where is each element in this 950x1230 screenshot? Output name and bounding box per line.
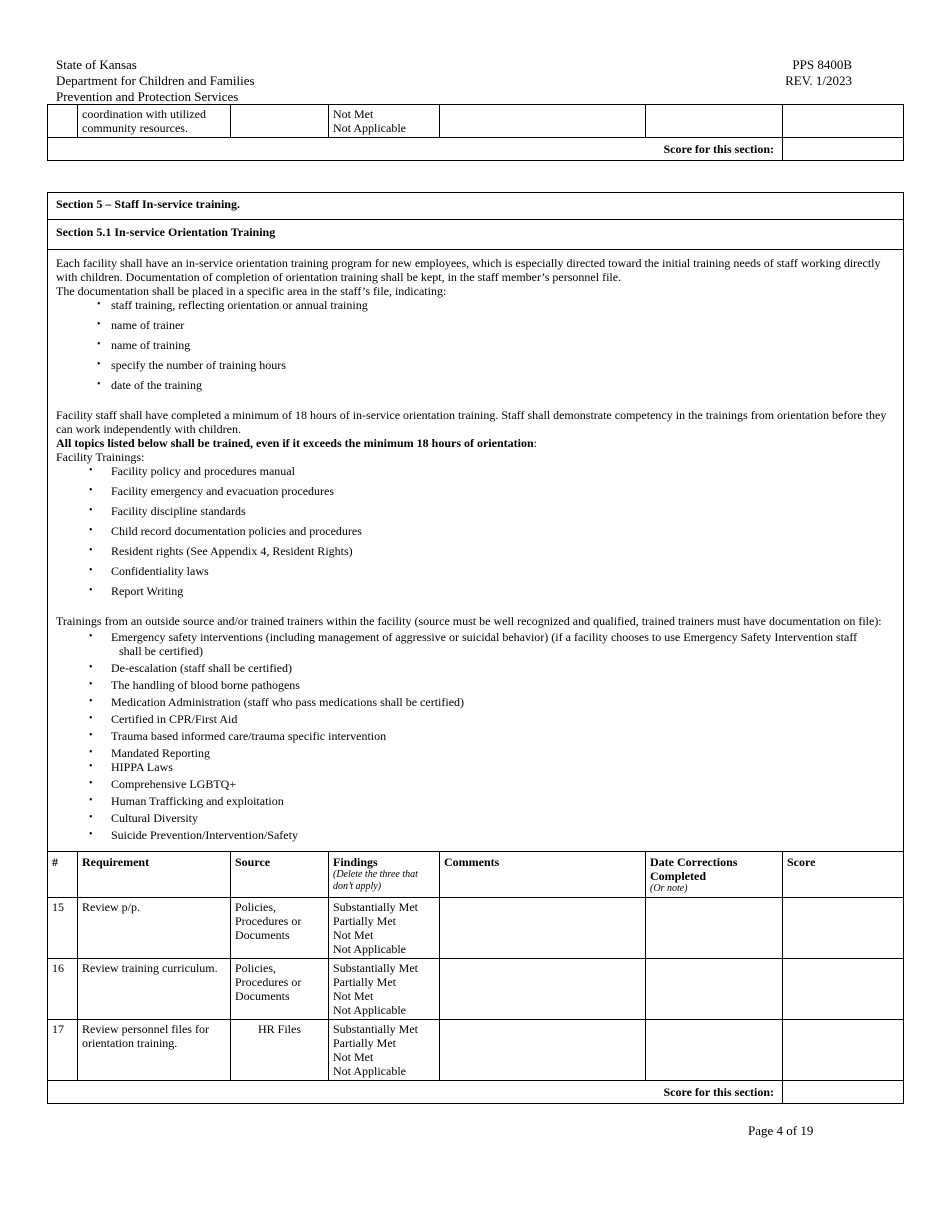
list-item: • Facility discipline standards — [56, 504, 895, 521]
orientation-paragraph: Each facility shall have an in-service orientation training program for new employees, which is especially directed toward the initial training needs of staff working directly with children. Documentation of completion of orientation training shall be kept, in the staff member’s personnel file. — [56, 256, 881, 284]
column-header-number: # — [48, 852, 78, 898]
date-cell[interactable] — [646, 959, 783, 1020]
requirement-cell: Review training curriculum. — [78, 959, 231, 1020]
documentation-list — [56, 298, 895, 395]
score-label: Score for this section: — [48, 138, 783, 161]
score-row — [48, 138, 904, 161]
list-item: • Cultural Diversity — [56, 811, 895, 825]
section-5-table — [47, 192, 904, 1104]
list-item: • Trauma based informed care/trauma specific intervention — [56, 729, 895, 743]
comments-cell[interactable] — [440, 1020, 646, 1081]
minimum-hours-paragraph: Facility staff shall have completed a minimum of 18 hours of in-service orientation training. Staff shall demonstrate competency in the trainings from orientation before they can work independently with children. — [56, 408, 887, 436]
table-row — [48, 105, 904, 138]
documentation-paragraph: The documentation shall be placed in a specific area in the staff’s file, indicating: — [56, 284, 447, 298]
column-header-requirement: Requirement — [78, 852, 231, 898]
list-item: • Resident rights (See Appendix 4, Resident Rights) — [56, 544, 895, 561]
document-header-right — [785, 57, 852, 89]
comments-cell[interactable] — [440, 898, 646, 959]
list-item: • HIPPA Laws — [56, 760, 895, 774]
list-item: • Certified in CPR/First Aid — [56, 712, 895, 726]
list-item: • name of training — [56, 338, 895, 355]
source-cell: Policies, Procedures or Documents — [231, 898, 329, 959]
header-division: Prevention and Protection Services — [56, 89, 239, 104]
comments-cell[interactable] — [440, 105, 646, 138]
requirement-cell: coordination with utilized community resources. — [78, 105, 231, 138]
header-revision: REV. 1/2023 — [785, 73, 852, 88]
section-subtitle: Section 5.1 In-service Orientation Training — [48, 220, 904, 250]
score-cell[interactable] — [783, 105, 904, 138]
comments-cell[interactable] — [440, 959, 646, 1020]
list-item: • name of trainer — [56, 318, 895, 335]
score-label: Score for this section: — [48, 1081, 783, 1104]
list-item: • Facility emergency and evacuation procedures — [56, 484, 895, 501]
list-item: • Report Writing — [56, 584, 895, 601]
list-item: • specify the number of training hours — [56, 358, 895, 375]
facility-trainings-heading: Facility Trainings: — [56, 450, 145, 464]
list-item: • staff training, reflecting orientation or annual training — [56, 298, 895, 315]
findings-cell: Substantially Met Partially Met Not Met Not Applicable — [329, 1020, 440, 1081]
row-number: 17 — [48, 1020, 78, 1081]
requirement-cell: Review p/p. — [78, 898, 231, 959]
row-number: 15 — [48, 898, 78, 959]
document-header-left — [56, 57, 255, 105]
page-number: Page 4 of 19 — [748, 1123, 814, 1138]
list-item: • The handling of blood borne pathogens — [56, 678, 895, 692]
column-header-source: Source — [231, 852, 329, 898]
list-item: • Suicide Prevention/Intervention/Safety — [56, 828, 895, 842]
header-department: Department for Children and Families — [56, 73, 255, 88]
header-form-number: PPS 8400B — [792, 57, 852, 72]
section-score-cell[interactable] — [783, 138, 904, 161]
section-score-cell[interactable] — [783, 1081, 904, 1104]
outside-trainings-paragraph: Trainings from an outside source and/or trained trainers within the facility (source must be well recognized and qualified, trained trainers must have documentation on file): — [56, 614, 882, 628]
column-header-score: Score — [783, 852, 904, 898]
list-item: • Confidentiality laws — [56, 564, 895, 581]
source-cell: HR Files — [231, 1020, 329, 1081]
list-item: • De-escalation (staff shall be certified) — [56, 661, 895, 675]
column-header-findings: Findings (Delete the three that don’t apply) — [329, 852, 440, 898]
table-row — [48, 898, 904, 959]
source-cell: Policies, Procedures or Documents — [231, 959, 329, 1020]
list-item: • Emergency safety interventions (including management of aggressive or suicidal behavior) (if a facility chooses to use Emergency Safety Intervention staff shall be certified) — [56, 630, 895, 658]
table-row — [48, 959, 904, 1020]
table-row — [48, 1020, 904, 1081]
date-cell[interactable] — [646, 1020, 783, 1081]
score-row — [48, 1081, 904, 1104]
all-topics-paragraph: All topics listed below shall be trained, even if it exceeds the minimum 18 hours of orientation: — [56, 436, 537, 450]
header-state: State of Kansas — [56, 57, 137, 72]
list-item: • Medication Administration (staff who pass medications shall be certified) — [56, 695, 895, 709]
column-header-date: Date Corrections Completed (Or note) — [646, 852, 783, 898]
facility-trainings-list — [56, 464, 895, 601]
list-item: • date of the training — [56, 378, 895, 395]
date-cell[interactable] — [646, 105, 783, 138]
table-header-row — [48, 852, 904, 898]
list-item: • Facility policy and procedures manual — [56, 464, 895, 481]
date-cell[interactable] — [646, 898, 783, 959]
list-item: • Human Trafficking and exploitation — [56, 794, 895, 808]
section-title: Section 5 – Staff In-service training. — [48, 193, 904, 220]
findings-cell: Substantially Met Partially Met Not Met Not Applicable — [329, 959, 440, 1020]
score-cell[interactable] — [783, 1020, 904, 1081]
list-item: • Comprehensive LGBTQ+ — [56, 777, 895, 791]
previous-section-table — [47, 104, 904, 161]
column-header-comments: Comments — [440, 852, 646, 898]
score-cell[interactable] — [783, 959, 904, 1020]
section-body — [48, 250, 904, 852]
row-number: 16 — [48, 959, 78, 1020]
requirement-cell: Review personnel files for orientation training. — [78, 1020, 231, 1081]
findings-cell: Substantially Met Partially Met Not Met Not Applicable — [329, 898, 440, 959]
findings-cell: Not Met Not Applicable — [329, 105, 440, 138]
list-item: • Child record documentation policies and procedures — [56, 524, 895, 541]
score-cell[interactable] — [783, 898, 904, 959]
list-item: • Mandated Reporting — [56, 746, 895, 760]
outside-trainings-list — [56, 630, 895, 842]
